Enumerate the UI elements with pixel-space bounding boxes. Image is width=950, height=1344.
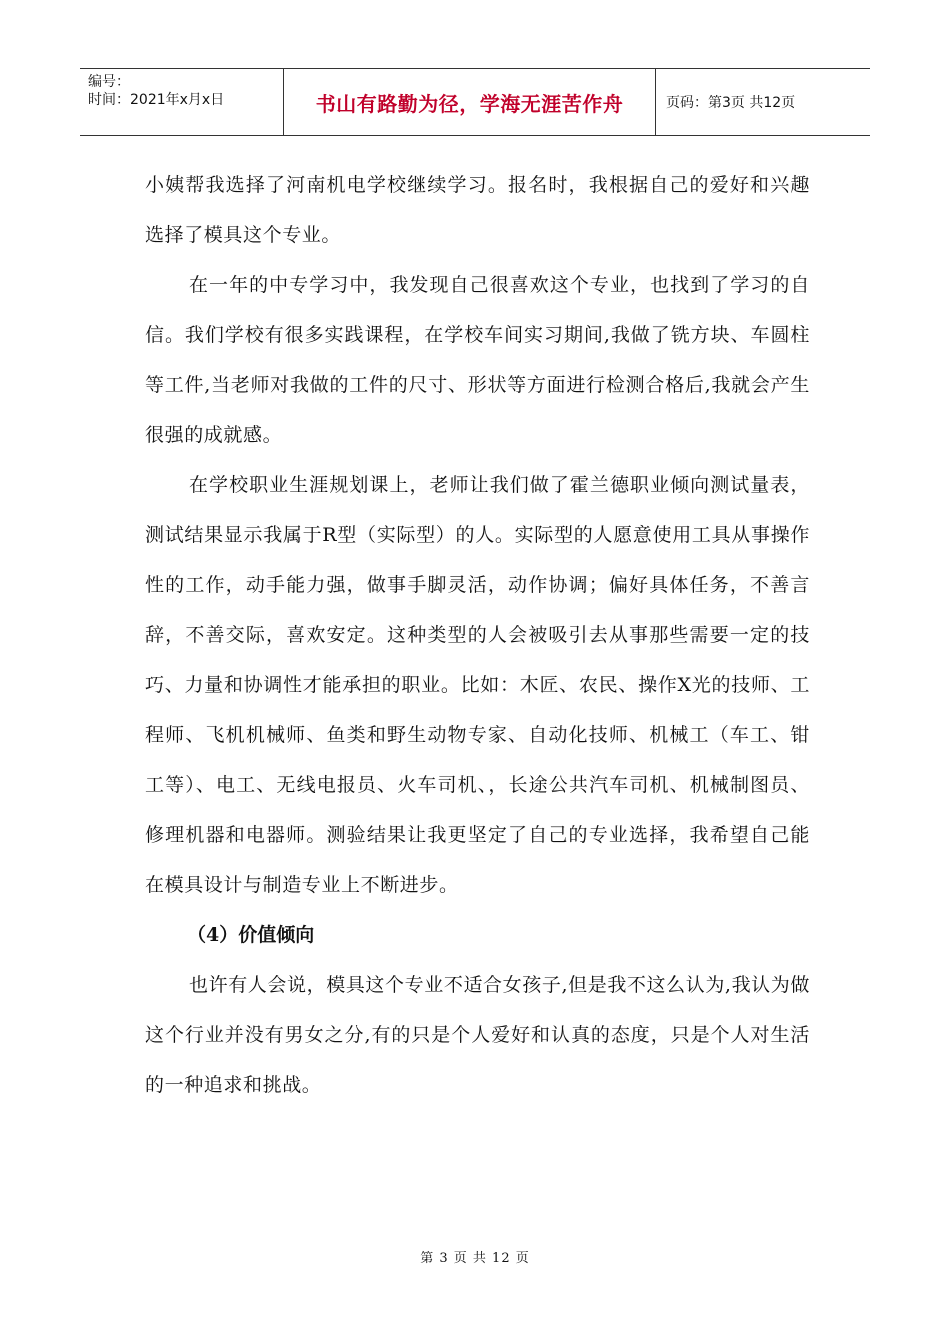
paragraph-3: 在学校职业生涯规划课上，老师让我们做了霍兰德职业倾向测试量表，测试结果显示我属于R型（实际型）的人。实际型的人愿意使用工具从事操作性的工作，动手能力强，做事手脚灵活，动作协调；偏好具体任务，不善言辞，不善交际，喜欢安定。这种类型的人会被吸引去从事那些需要一定的技巧、力量和协调性才能承担的职业。比如：木匠、农民、操作X光的技师、工程师、飞机机械师、鱼类和野生动物专家、自动化技师、机械工（车工、钳工等）、电工、无线电报员、火车司机、，长途公共汽车司机、机械制图员、修理机器和电器师。测验结果让我更坚定了自己的专业选择，我希望自己能在模具设计与制造专业上不断进步。 [145, 474, 810, 896]
document-body [145, 160, 810, 1110]
header-motto: 书山有路勤为径，学海无涯苦作舟 [283, 69, 656, 135]
header-left-cell [80, 69, 283, 135]
serial-number-label: 编号： [88, 74, 130, 90]
header-page-info: 页码：第3页 共12页 [666, 95, 796, 111]
paragraph-4: 也许有人会说，模具这个专业不适合女孩子,但是我不这么认为,我认为做这个行业并没有男女之分,有的只是个人爱好和认真的态度，只是个人对生活的一种追求和挑战。 [145, 974, 810, 1096]
page-footer: 第 3 页 共 12 页 [420, 1251, 530, 1266]
paragraph-2: 在一年的中专学习中，我发现自己很喜欢这个专业，也找到了学习的自信。我们学校有很多实践课程，在学校车间实习期间,我做了铣方块、车圆柱等工件,当老师对我做的工件的尺寸、形状等方面进行检测合格后,我就会产生很强的成就感。 [145, 274, 810, 446]
paragraph-1: 小姨帮我选择了河南机电学校继续学习。报名时，我根据自己的爱好和兴趣选择了模具这个专业。 [145, 174, 810, 246]
date-label: 时间：2021年x月x日 [88, 92, 225, 108]
section-heading-value-orientation: （4）价值倾向 [187, 924, 315, 946]
page-header [80, 68, 870, 136]
